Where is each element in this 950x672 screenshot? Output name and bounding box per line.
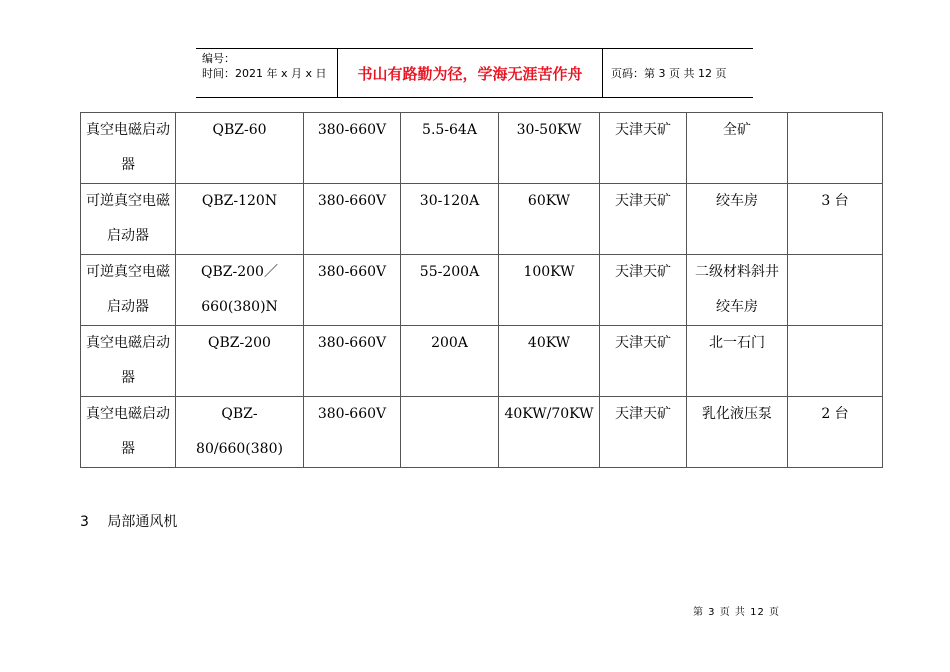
table-cell: QBZ-200 — [176, 326, 304, 397]
table-cell: 380-660V — [304, 184, 401, 255]
time-label: 时间：2021 年 x 月 x 日 — [202, 67, 327, 80]
table-cell — [788, 326, 883, 397]
table-cell: 天津天矿 — [600, 397, 687, 468]
table-cell: 绞车房 — [687, 184, 788, 255]
table-cell: 100KW — [499, 255, 600, 326]
table-cell: 全矿 — [687, 113, 788, 184]
table-cell: 40KW/70KW — [499, 397, 600, 468]
header-meta — [196, 49, 338, 97]
table-cell: QBZ-120N — [176, 184, 304, 255]
table-row — [81, 255, 883, 326]
table-cell: 30-50KW — [499, 113, 600, 184]
table-cell: 二级材料斜井绞车房 — [687, 255, 788, 326]
section-number: 3 — [80, 514, 89, 530]
table-cell: 真空电磁启动器 — [81, 326, 176, 397]
table-cell: 3 台 — [788, 184, 883, 255]
table-cell: 380-660V — [304, 255, 401, 326]
table-cell: 天津天矿 — [600, 184, 687, 255]
table-cell: 200A — [401, 326, 499, 397]
table-row — [81, 113, 883, 184]
table-cell: 380-660V — [304, 397, 401, 468]
table-cell: QBZ-200／660(380)N — [176, 255, 304, 326]
section-title: 局部通风机 — [107, 514, 178, 530]
table-cell — [401, 397, 499, 468]
table-cell: 北一石门 — [687, 326, 788, 397]
table-row — [81, 397, 883, 468]
table-cell: 55-200A — [401, 255, 499, 326]
header-page-info: 页码：第 3 页 共 12 页 — [611, 67, 727, 80]
table-row — [81, 184, 883, 255]
table-cell: 30-120A — [401, 184, 499, 255]
table-cell: QBZ-80/660(380) — [176, 397, 304, 468]
section-heading — [80, 511, 177, 531]
table-cell: 40KW — [499, 326, 600, 397]
table-cell: 5.5-64A — [401, 113, 499, 184]
table-cell: 60KW — [499, 184, 600, 255]
table-cell: 380-660V — [304, 326, 401, 397]
equipment-table — [80, 112, 883, 468]
table-cell: 可逆真空电磁启动器 — [81, 255, 176, 326]
table-row — [81, 326, 883, 397]
table-cell — [788, 113, 883, 184]
table-cell — [788, 255, 883, 326]
table-cell: 380-660V — [304, 113, 401, 184]
header-motto: 书山有路勤为径，学海无涯苦作舟 — [338, 49, 603, 97]
table-cell: 天津天矿 — [600, 255, 687, 326]
table-cell: 天津天矿 — [600, 113, 687, 184]
table-cell: 真空电磁启动器 — [81, 397, 176, 468]
code-label: 编号： — [202, 52, 235, 65]
page-header — [196, 48, 753, 98]
table-cell: 2 台 — [788, 397, 883, 468]
table-cell: 天津天矿 — [600, 326, 687, 397]
table-cell: 可逆真空电磁启动器 — [81, 184, 176, 255]
table-cell: 真空电磁启动器 — [81, 113, 176, 184]
page-footer: 第 3 页 共 12 页 — [693, 607, 780, 618]
table-cell: QBZ-60 — [176, 113, 304, 184]
table-cell: 乳化液压泵 — [687, 397, 788, 468]
